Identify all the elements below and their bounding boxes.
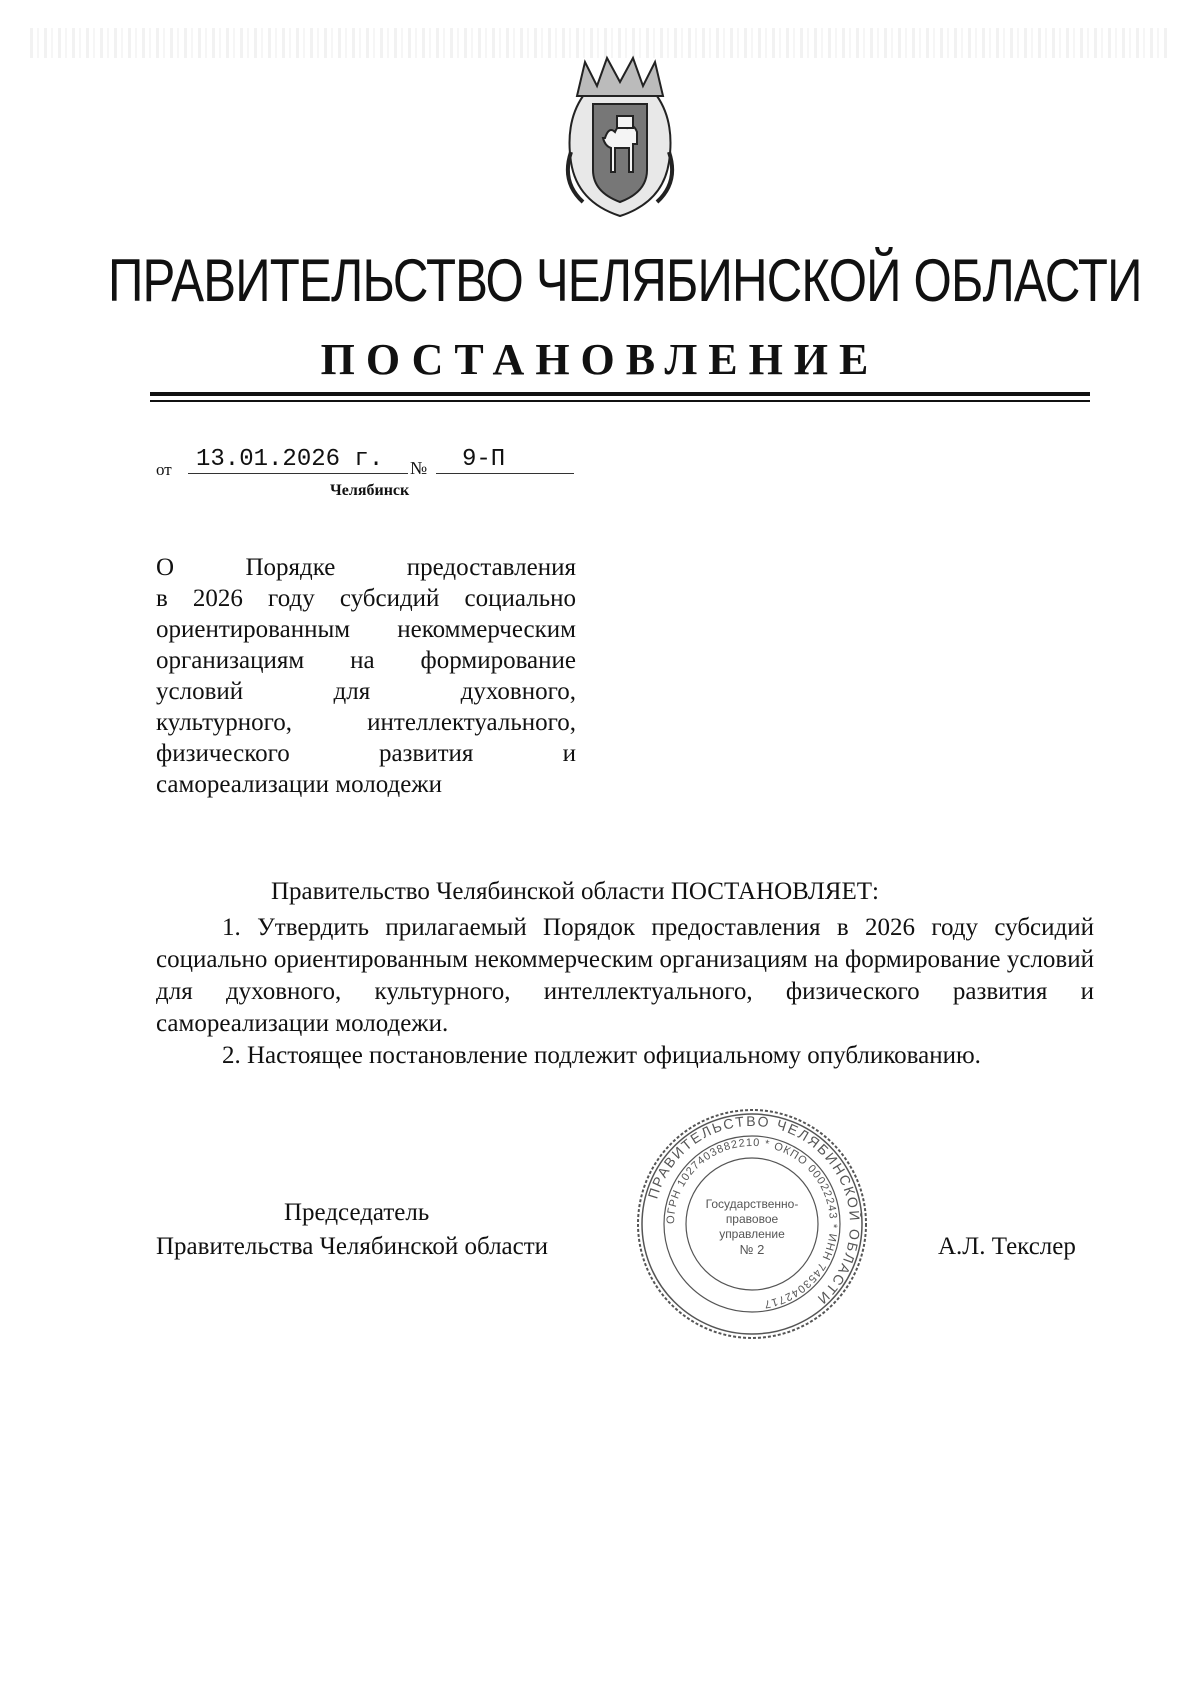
date-prefix: от (156, 460, 172, 479)
preamble: Правительство Челябинской области ПОСТАНОВЛЯЕТ: (271, 878, 879, 905)
svg-text:правовое: правовое (725, 1212, 779, 1226)
subject-line: организациям на формирование (156, 647, 576, 674)
subject-line: культурного, интеллектуального, (156, 709, 576, 736)
city: Челябинск (330, 482, 410, 499)
svg-text:ОГРН 1027403882210 * ОКПО 0002: ОГРН 1027403882210 * ОКПО 00022243 * ИНН 7453042717 (664, 1136, 840, 1311)
header-divider-thick (150, 392, 1090, 396)
signer-name: А.Л. Текслер (938, 1233, 1076, 1260)
subject-line: в 2026 году субсидий социально (156, 585, 576, 612)
subject-line: физического развития и (156, 740, 576, 767)
svg-text:Государственно-: Государственно- (705, 1197, 799, 1211)
official-seal-stamp (634, 1106, 870, 1342)
paragraph-2: 2. Настоящее постановление подлежит официальному опубликованию. (222, 1042, 981, 1069)
document-type: ПОСТАНОВЛЕНИЕ (320, 335, 880, 384)
svg-text:управление: управление (719, 1227, 785, 1241)
subject-line: О Порядке предоставления (156, 554, 576, 581)
signer-position-line-1: Председатель (284, 1199, 430, 1226)
document-date: 13.01.2026 г. (188, 446, 408, 474)
signer-position-line-2: Правительства Челябинской области (156, 1233, 549, 1260)
svg-text:№ 2: № 2 (739, 1242, 765, 1257)
coat-of-arms-icon (553, 52, 687, 220)
subject-line: условий для духовного, (156, 678, 576, 705)
document-number: 9-П (436, 446, 574, 474)
svg-text:ПРАВИТЕЛЬСТВО ЧЕЛЯБИНСКОЙ ОБЛА: ПРАВИТЕЛЬСТВО ЧЕЛЯБИНСКОЙ ОБЛАСТИ (644, 1112, 864, 1309)
organization-title: ПРАВИТЕЛЬСТВО ЧЕЛЯБИНСКОЙ ОБЛАСТИ (108, 247, 1142, 314)
subject-line: ориентированным некоммерческим (156, 616, 576, 643)
subject-line: самореализации молодежи (156, 771, 442, 798)
header-divider-thin (150, 400, 1090, 402)
document-subject (156, 552, 576, 800)
number-sign: № (410, 458, 428, 478)
paragraph-1: 1. Утвердить прилагаемый Порядок предоставления в 2026 году субсидий социально ориентированным некоммерческим организациям на формирование условий для духовного, культурного, интеллектуального, физического развития и самореализации молодежи. (156, 914, 1094, 1037)
